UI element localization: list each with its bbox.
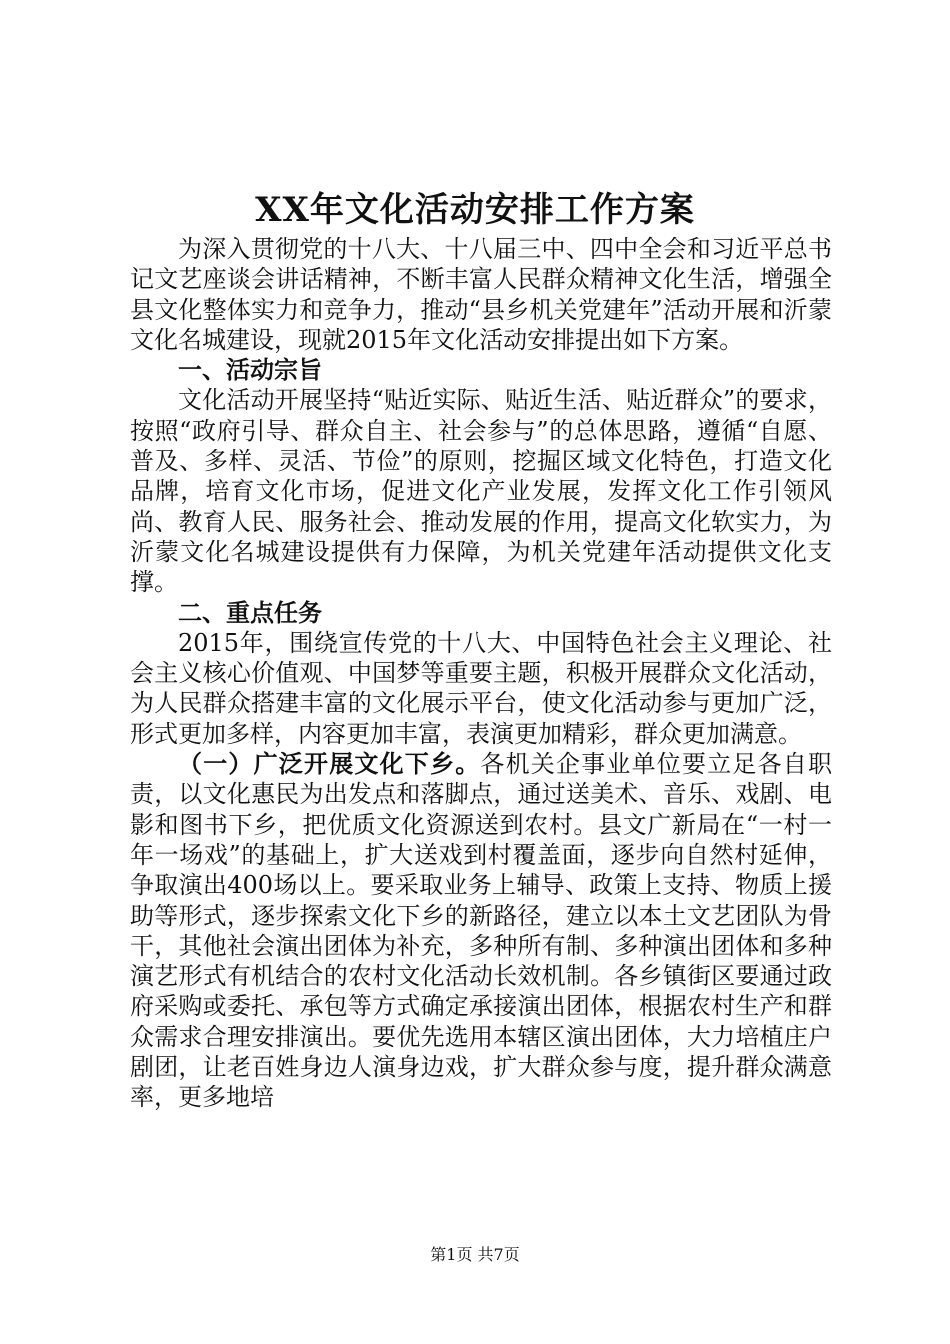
item-paragraph-culture-to-countryside <box>130 749 832 1113</box>
document-title: XX年文化活动安排工作方案 <box>255 190 695 230</box>
intro-paragraph: 为深入贯彻党的十八大、十八届三中、四中全会和习近平总书记文艺座谈会讲话精神，不断丰富人民群众精神文化生活，增强全县文化整体实力和竞争力，推动“县乡机关党建年”活动开展和沂蒙文化名城建设，现就2015年文化活动安排提出如下方案。 <box>130 235 832 354</box>
section-paragraph-tasks: 2015年，围绕宣传党的十八大、中国特色社会主义理论、社会主义核心价值观、中国梦等重要主题，积极开展群众文化活动，为人民群众搭建丰富的文化展示平台，使文化活动参与更加广泛，形式更加多样，内容更加丰富，表演更加精彩，群众更加满意。 <box>130 628 832 748</box>
item-body-text: 各机关企事业单位要立足各自职责，以文化惠民为出发点和落脚点，通过送美术、音乐、戏剧、电影和图书下乡，把优质文化资源送到农村。县文广新局在“一村一年一场戏”的基础上，扩大送戏到村覆盖面，逐步向自然村延伸，争取演出400场以上。要采取业务上辅导、政策上支持、物质上援助等形式，逐步探索文化下乡的新路径，建立以本土文艺团队为骨干，其他社会演出团体为补充，多种所有制、多种演出团体和多种演艺形式有机结合的农村文化活动长效机制。各乡镇街区要通过政府采购或委托、承包等方式确定承接演出团体，根据农村生产和群众需求合理安排演出。要优先选用本辖区演出团体，大力培植庄户剧团，让老百姓身边人演身边戏，扩大群众参与度，提升群众满意率，更多地培 <box>130 750 833 1112</box>
document-body <box>130 234 832 1113</box>
section-paragraph-purpose: 文化活动开展坚持“贴近实际、贴近生活、贴近群众”的要求，按照“政府引导、群众自主、社会参与”的总体思路，遵循“自愿、普及、多样、灵活、节俭”的原则，挖掘区域文化特色，打造文化品牌，培育文化市场，促进文化产业发展，发挥文化工作引领风尚、教育人民、服务社会、推动发展的作用，提高文化软实力，为沂蒙文化名城建设提供有力保障，为机关党建年活动提供文化支撑。 <box>130 386 832 597</box>
section-heading-tasks: 二、重点任务 <box>178 597 322 627</box>
item-lead-text: （一）广泛开展文化下乡。 <box>178 749 481 779</box>
page-footer: 第1页 共7页 <box>430 1245 520 1264</box>
section-heading-purpose: 一、活动宗旨 <box>178 355 322 385</box>
